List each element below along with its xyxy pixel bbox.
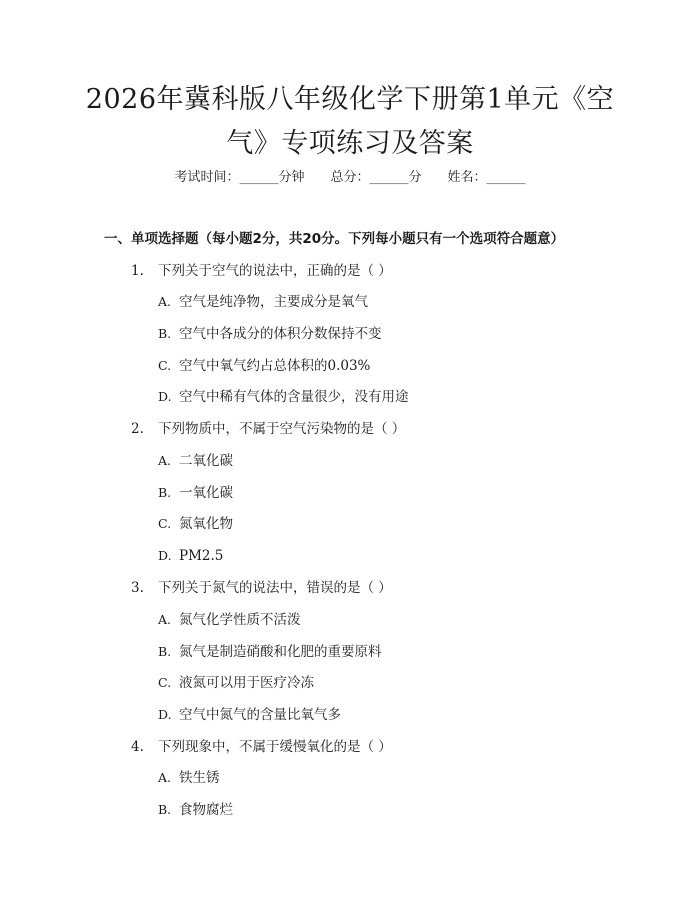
question-text: 下列现象中，不属于缓慢氧化的是（ ）: [158, 739, 392, 755]
name-blank: ______: [486, 170, 526, 185]
exam-info-row: [0, 168, 700, 188]
option-letter: C.: [158, 358, 172, 373]
option-letter: B.: [158, 326, 172, 341]
option-letter: C.: [158, 516, 172, 531]
document-title: [80, 78, 620, 166]
exam-time-unit: 分钟: [278, 170, 305, 185]
option-letter: D.: [158, 548, 172, 563]
section-heading: 一、单项选择题（每小题2分，共20分。下列每小题只有一个选项符合题意）: [104, 231, 565, 247]
option-text: 一氧化碳: [179, 485, 233, 501]
option-letter: A.: [158, 612, 172, 627]
question-number: 2.: [131, 421, 144, 437]
option-letter: D.: [158, 707, 172, 722]
option-text: 空气中稀有气体的含量很少，没有用途: [179, 389, 409, 405]
question-text: 下列关于氮气的说法中，错误的是（ ）: [158, 580, 392, 596]
exam-time-blank: ______: [239, 170, 279, 185]
option-letter: C.: [158, 675, 172, 690]
option-text: 氮气化学性质不活泼: [179, 612, 301, 628]
option-text: 空气中氮气的含量比氧气多: [179, 707, 341, 723]
option-text: 氮氧化物: [179, 516, 233, 532]
option-text: 空气中各成分的体积分数保持不变: [179, 326, 382, 342]
option-letter: A.: [158, 294, 172, 309]
title-line-2: 气》专项练习及答案: [226, 128, 474, 159]
option-letter: B.: [158, 802, 172, 817]
question-number: 4.: [131, 739, 144, 755]
option-text: PM2.5: [179, 548, 224, 564]
option-text: 食物腐烂: [179, 802, 233, 818]
question-text: 下列物质中，不属于空气污染物的是（ ）: [158, 421, 406, 437]
option-text: 二氧化碳: [179, 453, 233, 469]
score-blank: ______: [369, 170, 409, 185]
option-text: 铁生锈: [179, 770, 220, 786]
option-letter: D.: [158, 389, 172, 404]
score-unit: 分: [408, 170, 422, 185]
option-text: 氮气是制造硝酸和化肥的重要原料: [179, 644, 382, 660]
option-letter: A.: [158, 453, 172, 468]
option-text: 空气是纯净物，主要成分是氧气: [179, 294, 368, 310]
question-text: 下列关于空气的说法中，正确的是（ ）: [158, 263, 392, 279]
title-line-1: 2026年冀科版八年级化学下册第1单元《空: [85, 84, 615, 115]
score-label: 总分：: [330, 170, 370, 185]
name-label: 姓名：: [447, 170, 487, 185]
question-number: 1.: [131, 263, 144, 279]
option-text: 空气中氧气约占总体积的0.03%: [179, 358, 371, 374]
exam-time-label: 考试时间：: [174, 170, 240, 185]
question-number: 3.: [131, 580, 144, 596]
option-letter: A.: [158, 770, 172, 785]
option-letter: B.: [158, 644, 172, 659]
option-text: 液氮可以用于医疗冷冻: [179, 675, 314, 691]
option-letter: B.: [158, 485, 172, 500]
